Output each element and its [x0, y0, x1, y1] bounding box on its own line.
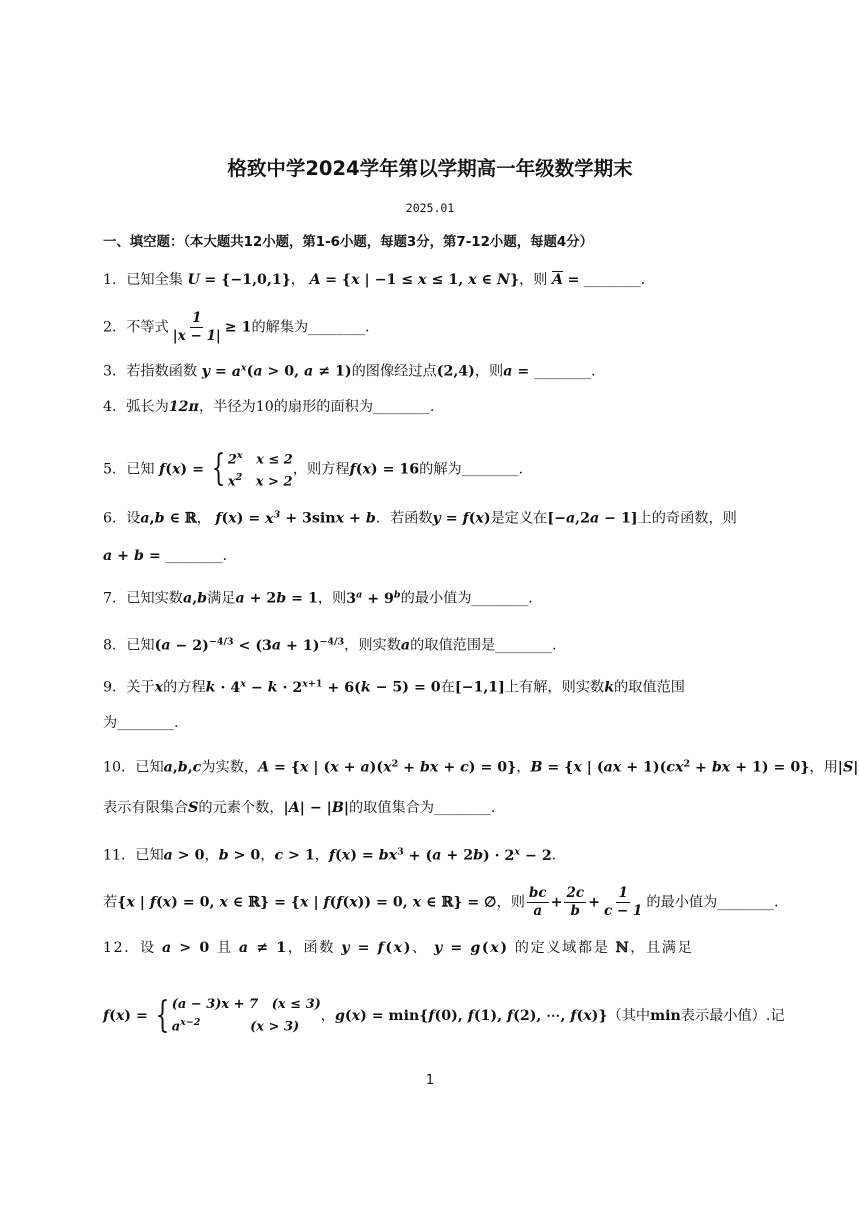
question-3: 3．若指数函数 $y = a^x(a > 0$, a ≠ 1)的图像经过点(2,4)，则a = ________. [103, 362, 596, 380]
answer-blank[interactable]: ________ [308, 319, 365, 336]
answer-blank[interactable]: ________ [434, 800, 491, 816]
question-2: 2．不等式 $\frac{1}{|x - 1|}$ ≥ 1的解集为________. [103, 310, 370, 344]
answer-blank[interactable]: ________ [534, 363, 591, 380]
answer-blank[interactable]: ________ [461, 461, 519, 478]
answer-blank[interactable]: ________ [373, 399, 430, 415]
answer-blank[interactable]: ________ [165, 548, 223, 564]
section-heading: 一、填空题：（本大题共12小题，第1-6小题，每题3分，第7-12小题，每题4分） [103, 235, 593, 250]
page-number: 1 [425, 1073, 435, 1088]
question-5: 5．已知 f(x) = { 2$^x$ x ≤ 2 $x^2$ x > 2 ，则方程f(x) = 16的解为________. [103, 448, 523, 490]
question-10: 10．已知a,b,c为实数，A = {x | $(x + a)(x^2$ + bx + c) = 0}，B = {x | $(ax + 1)(cx^2$ + bx + 1) = 0}，用|S| [103, 758, 859, 776]
question-6: 6．设a,b ∈ ℝ， $f(x) = x^3 + 3\sin x + b$．若函数y = f(x)是定义在[−a,2a − 1]上的奇函数，则 [103, 509, 737, 527]
question-10-cont: 表示有限集合S的元素个数，|A| − |B|的取值集合为________. [103, 800, 496, 816]
question-9-cont: 为________. [103, 715, 179, 731]
exam-title: 格致中学2024学年第以学期高一年级数学期末 [227, 157, 633, 180]
question-1: 1．已知全集 U = {−1,0,1}， A = {x | −1 ≤ x ≤ 1, x ∈ N}，则 $\overline{A}$ = ________. [103, 272, 646, 288]
question-4: 4．弧长为12π，半径为10的扇形的面积为________. [103, 399, 435, 415]
answer-blank[interactable]: ________ [495, 637, 552, 654]
question-12: 12．设 a > 0 且 a ≠ 1，函数 y = f(x)、 y = g(x) 的定义域都是 ℕ，且满足 [103, 940, 694, 956]
question-9: 9．关于x的方程$k \cdot 4^x - k \cdot 2^{x+1} + 6(k - 5) = 0$在[−1,1]上有解，则实数k的取值范围 [103, 678, 685, 696]
question-7: 7．已知实数a,b满足a + 2b = 1，则$3^a + 9^b$的最小值为________. [103, 589, 533, 607]
answer-blank[interactable]: ________ [717, 894, 775, 911]
answer-blank[interactable]: ________ [471, 590, 529, 607]
answer-blank[interactable]: ________ [117, 715, 174, 731]
question-11-cont: 若{x | f(x) = 0, x ∈ ℝ} = {x | f(f(x)) = 0, x ∈ ℝ} = ∅，则 $\frac{bc}{a}$ + $\frac{2c}{b}$ + $\frac{1}{c - 1}$ 的最小值为________. [103, 885, 779, 919]
question-6-cont: a + b = ________. [103, 548, 227, 564]
question-8: 8．已知$(a - 2)^{-4/3} < (3a + 1)^{-4/3}$，则实数a的取值范围是________. [103, 636, 557, 654]
question-12-cont: f(x) = { (a − 3)x + 7 (x ≤ 3) $a^{x-2}$ (x > 3) ，g(x) = min{f(0), f(1), f(2), ⋯, f(x)}（其中min表示最小值）.记 [103, 995, 785, 1037]
exam-date: 2025.01 [405, 201, 455, 215]
answer-blank[interactable]: ________ [583, 272, 641, 288]
question-11: 11．已知a > 0，b > 0，c > 1，$f(x) = bx^3 + (a + 2b) \cdot 2^x - 2$. [103, 846, 557, 864]
